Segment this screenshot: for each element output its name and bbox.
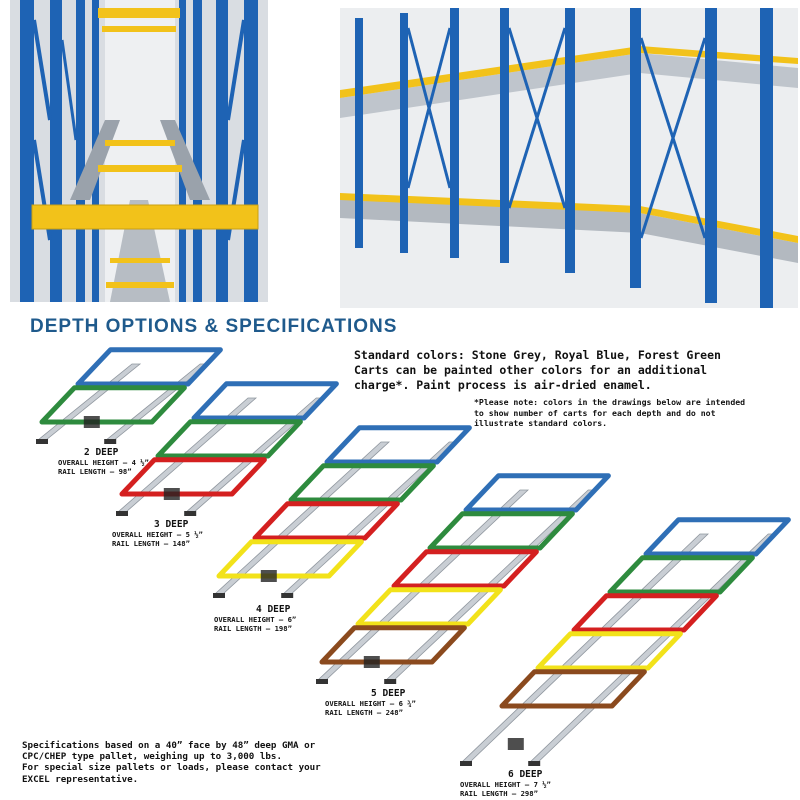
depth-height: OVERALL HEIGHT – 6” (214, 615, 297, 624)
depth-label-3 (112, 519, 203, 548)
cart-handle (364, 656, 380, 668)
section-title: DEPTH OPTIONS & SPECIFICATIONS (30, 316, 398, 337)
depth-rail: RAIL LENGTH – 248” (325, 708, 403, 717)
rail (462, 534, 708, 762)
depth-label-4 (214, 604, 296, 633)
depth-title: 4 DEEP (256, 604, 291, 615)
colors-line: charge*. Paint process is air-dried enamel. (354, 378, 652, 392)
rail-end-cap (184, 511, 196, 516)
depth-rail: RAIL LENGTH – 298” (460, 789, 538, 798)
rack-interior-photo (10, 0, 268, 302)
depth-height: OVERALL HEIGHT – 5 ½” (112, 530, 203, 539)
rail-end-cap (460, 761, 472, 766)
colors-line: Carts can be painted other colors for an additional (354, 363, 708, 377)
cart-handle (164, 488, 180, 500)
cart-handle (508, 738, 524, 750)
note-line: to show number of carts for each depth and do not (474, 407, 716, 418)
rail-end-cap (528, 761, 540, 766)
cart-handle (261, 570, 277, 582)
depth-rail: RAIL LENGTH – 148” (112, 539, 190, 548)
depth-title: 3 DEEP (154, 519, 189, 530)
depth-rail: RAIL LENGTH – 198” (214, 624, 292, 633)
depth-rail: RAIL LENGTH – 98” (58, 467, 132, 476)
depth-label-6 (460, 769, 551, 798)
note-line: illustrate standard colors. (474, 418, 608, 428)
note-line: *Please note: colors in the drawings below are intended (474, 397, 746, 407)
rack-perspective-photo (340, 8, 798, 308)
spec-line: For special size pallets or loads, please contact your (22, 762, 321, 774)
cart-frame (394, 552, 536, 586)
cart-frame (158, 422, 300, 456)
spec-line: Specifications based on a 40” face by 48” deep GMA or (22, 740, 316, 751)
cart-handle (84, 416, 100, 428)
depth-height: OVERALL HEIGHT – 7 ½” (460, 780, 551, 789)
rail-end-cap (384, 679, 396, 684)
rail-end-cap (104, 439, 116, 444)
rail-end-cap (36, 439, 48, 444)
cart-frame (574, 596, 716, 630)
rail-end-cap (116, 511, 128, 516)
depth-options-diagram (0, 300, 800, 800)
depth-title: 6 DEEP (508, 769, 543, 780)
rail-end-cap (281, 593, 293, 598)
spec-line: EXCEL representative. (22, 773, 139, 785)
depth-label-5 (325, 688, 416, 717)
rail-end-cap (316, 679, 328, 684)
colors-line: Standard colors: Stone Grey, Royal Blue, Forest Green (354, 348, 721, 362)
spec-line: CPC/CHEP type pallet, weighing up to 3,000 lbs. (22, 751, 282, 763)
depth-height: OVERALL HEIGHT – 6 ¾” (325, 699, 416, 708)
specifications-text (22, 740, 382, 785)
depth-title: 5 DEEP (371, 688, 406, 699)
depth-title: 2 DEEP (84, 447, 119, 458)
depth-height: OVERALL HEIGHT – 4 ½” (58, 458, 149, 467)
cart-frame (42, 388, 184, 422)
depth-label-2 (58, 447, 149, 476)
rail-end-cap (213, 593, 225, 598)
